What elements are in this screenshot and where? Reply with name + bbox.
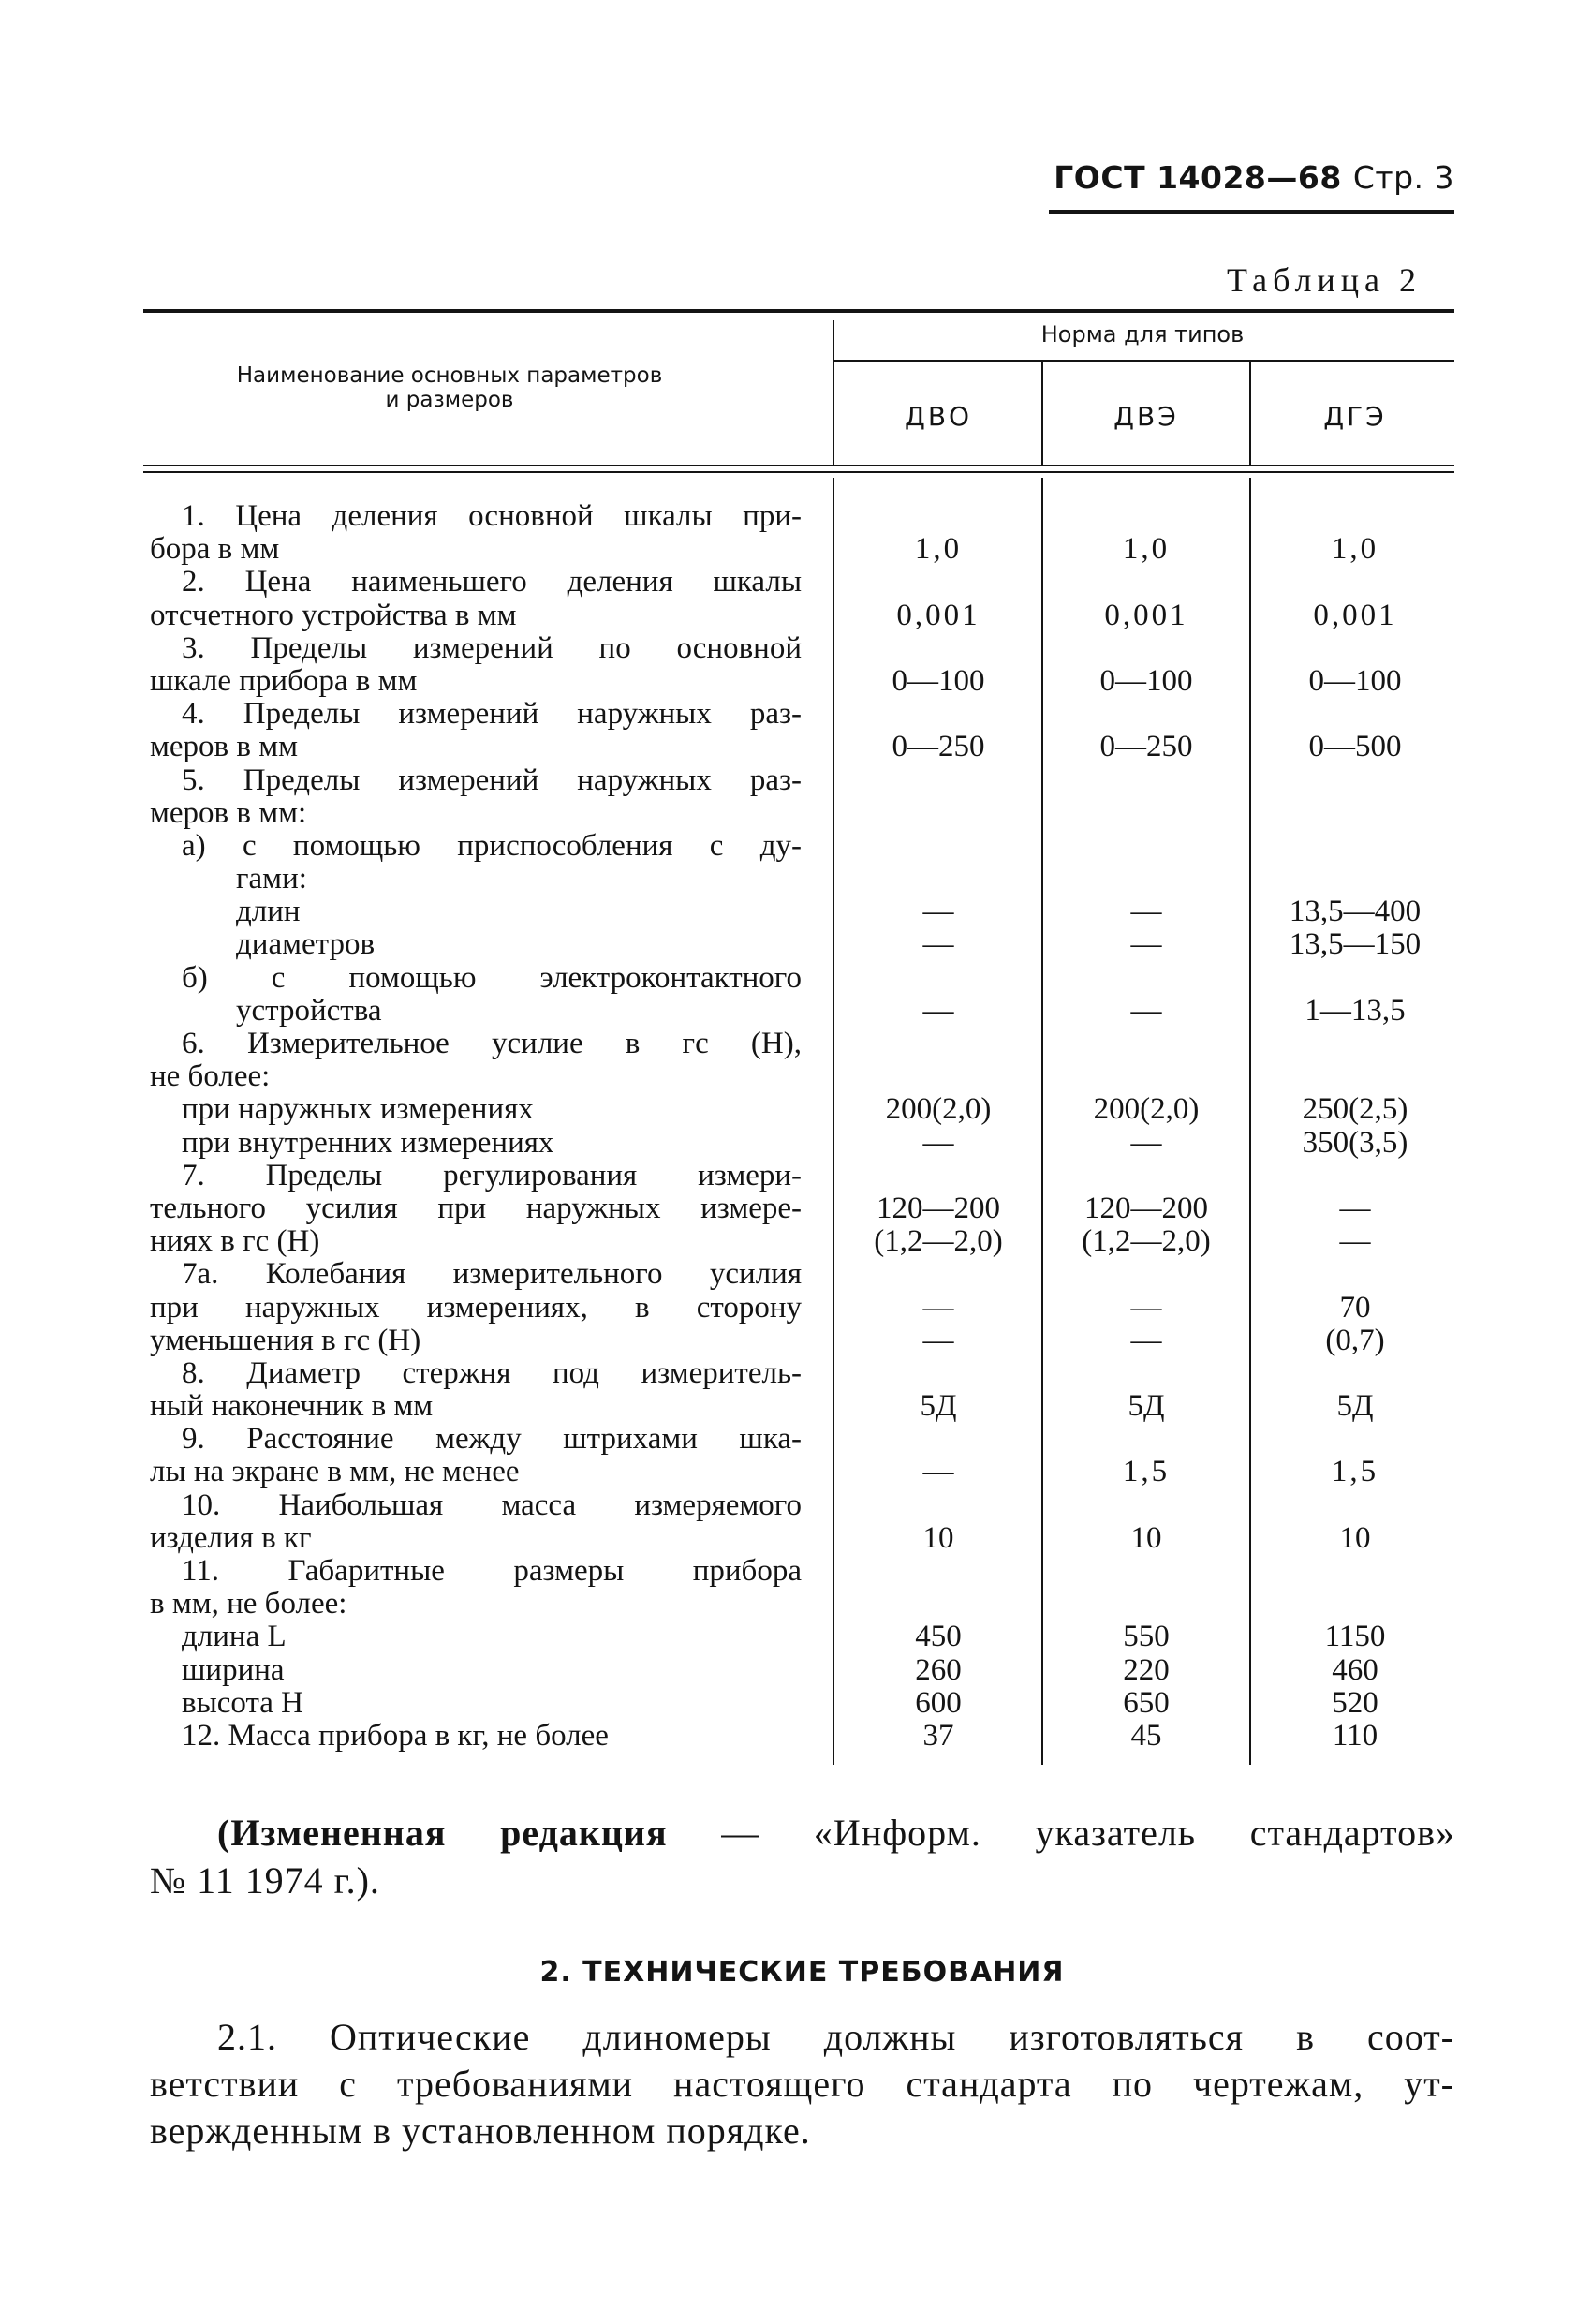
value-cell	[1042, 1160, 1250, 1192]
param-line: ширина	[182, 1652, 285, 1687]
value-cell	[834, 764, 1042, 797]
paragraph-line: 2.1. Оптические длиномеры должны изготовляться в соот-	[217, 2016, 1454, 2058]
norm-column-header: Норма для типов	[1040, 321, 1245, 348]
value-cell	[1251, 863, 1459, 896]
value-cell: 5Д	[1336, 1389, 1374, 1424]
value-cell: 1,0	[1122, 532, 1171, 567]
value-cell	[1251, 1060, 1459, 1093]
value-cell: —	[922, 1125, 954, 1160]
value-cell: 0—100	[892, 663, 985, 698]
value-cell: —	[922, 1455, 954, 1489]
value-cell	[1251, 1423, 1459, 1456]
value-cell: 120—200	[1084, 1191, 1208, 1225]
param-line: 7. Пределы регулирования измери-	[182, 1158, 802, 1192]
param-line: не более:	[150, 1059, 271, 1094]
value-cell	[1251, 1258, 1459, 1291]
paragraph-line: ветствии с требованиями настоящего стандарта по чертежам, ут-	[150, 2063, 1454, 2105]
value-cell	[1042, 1588, 1250, 1621]
value-cell	[834, 500, 1042, 533]
param-line: 10. Наибольшая масса измеряемого	[182, 1488, 802, 1522]
value-cell	[1042, 1258, 1250, 1291]
value-cell	[1042, 1060, 1250, 1093]
values-column-dge	[1251, 500, 1459, 1753]
value-cell	[1251, 1160, 1459, 1192]
value-cell: 5Д	[920, 1389, 957, 1424]
param-line: а) с помощью приспособления с ду-	[182, 828, 802, 863]
param-line: 6. Измерительное усилие в гс (Н),	[182, 1027, 802, 1060]
value-cell: 1—13,5	[1305, 993, 1406, 1028]
param-line: бора в мм	[150, 532, 280, 567]
param-line: 11. Габаритные размеры прибора	[182, 1554, 802, 1588]
page-number: Стр. 3	[1352, 159, 1454, 196]
param-line: 9. Расстояние между штрихами шка-	[182, 1422, 802, 1457]
value-cell	[1042, 1357, 1250, 1390]
param-line: диаметров	[236, 927, 376, 962]
value-cell: 10	[922, 1520, 954, 1555]
value-cell: 0—100	[1308, 663, 1402, 698]
value-cell	[1042, 698, 1250, 731]
value-cell	[834, 1160, 1042, 1192]
value-cell	[1042, 566, 1250, 599]
value-cell	[834, 566, 1042, 599]
value-cell	[834, 1258, 1042, 1291]
norm-header-rule	[833, 360, 1454, 362]
paragraph-line: вержденным в установленном порядке.	[150, 2109, 811, 2152]
param-line: 7а. Колебания измерительного усилия	[182, 1257, 802, 1292]
value-cell: 10	[1130, 1520, 1162, 1555]
value-cell: —	[1130, 927, 1162, 962]
param-line: при наружных измерениях	[182, 1092, 534, 1127]
value-cell: 5Д	[1128, 1389, 1165, 1424]
param-line: 2. Цена наименьшего деления шкалы	[182, 565, 802, 600]
param-column-header	[178, 363, 721, 412]
value-cell	[1042, 1028, 1250, 1060]
header-rule	[1049, 210, 1454, 214]
value-cell: (1,2—2,0)	[874, 1224, 1003, 1259]
running-header	[936, 159, 1454, 196]
value-cell	[1251, 1588, 1459, 1621]
value-cell	[834, 1555, 1042, 1588]
value-cell	[834, 698, 1042, 731]
value-cell: 0—100	[1099, 663, 1193, 698]
value-cell: 10	[1339, 1520, 1371, 1555]
value-cell: 110	[1332, 1718, 1378, 1753]
value-cell	[1251, 1555, 1459, 1588]
param-line: ниях в гс (Н)	[150, 1224, 320, 1259]
param-line: отсчетного устройства в мм	[150, 598, 517, 632]
edition-note-bold: (Измененная редакция	[217, 1812, 668, 1854]
value-cell: 520	[1332, 1685, 1378, 1720]
value-cell	[1251, 566, 1459, 599]
value-cell	[834, 962, 1042, 995]
value-cell	[1251, 962, 1459, 995]
value-cell	[1251, 632, 1459, 665]
value-cell	[834, 632, 1042, 665]
param-line: длин	[236, 895, 301, 929]
section-title: 2. ТЕХНИЧЕСКИЕ ТРЕБОВАНИЯ	[539, 1956, 1065, 1989]
value-cell: 0,001	[896, 598, 980, 632]
param-line: 4. Пределы измерений наружных раз-	[182, 697, 802, 732]
type-header-dvo: ДВО	[904, 401, 973, 432]
value-cell	[834, 830, 1042, 863]
value-cell: 650	[1123, 1685, 1170, 1720]
param-line: 12. Масса прибора в кг, не более	[182, 1718, 609, 1753]
value-cell: —	[1339, 1191, 1371, 1225]
param-line: ный наконечник в мм	[150, 1389, 434, 1424]
param-line: 8. Диаметр стержня под измеритель-	[182, 1355, 802, 1390]
param-line: б) с помощью электроконтактного	[182, 960, 802, 995]
param-line: тельного усилия при наружных измере-	[150, 1191, 802, 1225]
value-cell: 460	[1332, 1652, 1378, 1687]
value-cell	[834, 1489, 1042, 1522]
param-header-line: и размеров	[385, 388, 514, 412]
param-line: при внутренних измерениях	[182, 1125, 554, 1160]
param-line: при наружных измерениях, в сторону	[150, 1290, 802, 1325]
param-line: устройства	[236, 993, 382, 1028]
value-cell: 220	[1123, 1652, 1170, 1687]
value-cell	[834, 1028, 1042, 1060]
value-cell: 45	[1130, 1718, 1162, 1753]
value-cell	[1042, 830, 1250, 863]
param-line: в мм, не более:	[150, 1587, 347, 1621]
value-cell	[1251, 1357, 1459, 1390]
value-cell	[1251, 1489, 1459, 1522]
value-cell: —	[922, 1323, 954, 1357]
value-cell	[1251, 797, 1459, 830]
value-cell: (1,2—2,0)	[1082, 1224, 1211, 1259]
value-cell	[1042, 1489, 1250, 1522]
value-cell	[1042, 1423, 1250, 1456]
value-cell	[1042, 962, 1250, 995]
value-cell	[834, 1357, 1042, 1390]
value-cell: —	[1130, 1125, 1162, 1160]
value-cell: 1,5	[1331, 1455, 1379, 1489]
value-cell: 0,001	[1313, 598, 1397, 632]
value-cell: 1,0	[914, 532, 963, 567]
param-line: 1. Цена деления основной шкалы при-	[182, 499, 802, 533]
value-cell: —	[1130, 993, 1162, 1028]
value-cell: —	[1130, 895, 1162, 929]
type-header-dge: ДГЭ	[1323, 401, 1387, 432]
value-cell: 0—250	[1099, 730, 1193, 764]
value-cell	[834, 1588, 1042, 1621]
param-line: шкале прибора в мм	[150, 663, 418, 698]
param-header-line: Наименование основных параметров	[236, 363, 663, 388]
standard-number: ГОСТ 14028—68	[1054, 159, 1342, 196]
param-line: меров в мм	[150, 730, 298, 764]
value-cell	[834, 1423, 1042, 1456]
table-caption: Таблица 2	[1227, 261, 1422, 299]
values-column-dvo	[834, 500, 1042, 1753]
value-cell	[1251, 764, 1459, 797]
value-cell	[1251, 698, 1459, 731]
value-cell: 550	[1123, 1620, 1170, 1654]
values-column-dve	[1042, 500, 1250, 1753]
value-cell: 600	[915, 1685, 962, 1720]
edition-note	[217, 1810, 1455, 1857]
value-cell: 0—500	[1308, 730, 1402, 764]
value-cell: 450	[915, 1620, 962, 1654]
value-cell: 250(2,5)	[1302, 1092, 1408, 1127]
param-line: 5. Пределы измерений наружных раз-	[182, 762, 802, 797]
type-header-dve: ДВЭ	[1113, 401, 1179, 432]
param-line: меров в мм:	[150, 795, 307, 830]
value-cell: 120—200	[877, 1191, 1000, 1225]
value-cell: —	[922, 993, 954, 1028]
param-line: 3. Пределы измерений по основной	[182, 630, 802, 665]
value-cell	[1251, 830, 1459, 863]
param-line: лы на экране в мм, не менее	[150, 1455, 520, 1489]
value-cell	[1251, 1028, 1459, 1060]
value-cell: 1150	[1324, 1620, 1386, 1654]
value-cell: —	[922, 927, 954, 962]
value-cell: 13,5—400	[1289, 895, 1422, 929]
value-cell: 200(2,0)	[1093, 1092, 1200, 1127]
edition-note-line-2: № 11 1974 г.).	[150, 1859, 380, 1902]
value-cell	[1042, 863, 1250, 896]
param-line: гами:	[236, 862, 307, 896]
value-cell: 260	[915, 1652, 962, 1687]
header-bottom-rule-2	[143, 471, 1454, 473]
value-cell: 0—250	[892, 730, 985, 764]
value-cell	[834, 863, 1042, 896]
value-cell: 1,5	[1122, 1455, 1171, 1489]
value-cell	[1042, 1555, 1250, 1588]
value-cell: 70	[1339, 1290, 1371, 1325]
value-cell: —	[1130, 1290, 1162, 1325]
param-line: уменьшения в гс (Н)	[150, 1323, 421, 1357]
value-cell: (0,7)	[1325, 1323, 1385, 1357]
value-cell: 13,5—150	[1289, 927, 1422, 962]
value-cell: 37	[922, 1718, 954, 1753]
value-cell	[1042, 632, 1250, 665]
param-column	[150, 500, 802, 1753]
value-cell	[1042, 500, 1250, 533]
value-cell: —	[922, 1290, 954, 1325]
value-cell: 200(2,0)	[885, 1092, 992, 1127]
value-cell: —	[1339, 1224, 1371, 1259]
value-cell: —	[922, 895, 954, 929]
value-cell	[1251, 500, 1459, 533]
param-line: длина L	[182, 1620, 287, 1654]
value-cell: —	[1130, 1323, 1162, 1357]
value-cell: 1,0	[1331, 532, 1379, 567]
table-top-rule	[143, 309, 1454, 313]
value-cell	[1042, 764, 1250, 797]
param-line: высота H	[182, 1685, 304, 1720]
header-bottom-rule	[143, 465, 1454, 466]
value-cell	[1042, 797, 1250, 830]
value-cell: 350(3,5)	[1302, 1125, 1408, 1160]
value-cell	[834, 1060, 1042, 1093]
edition-note-rest: — «Информ. указатель стандартов»	[667, 1812, 1455, 1854]
value-cell	[834, 797, 1042, 830]
param-line: изделия в кг	[150, 1520, 312, 1555]
value-cell: 0,001	[1104, 598, 1188, 632]
